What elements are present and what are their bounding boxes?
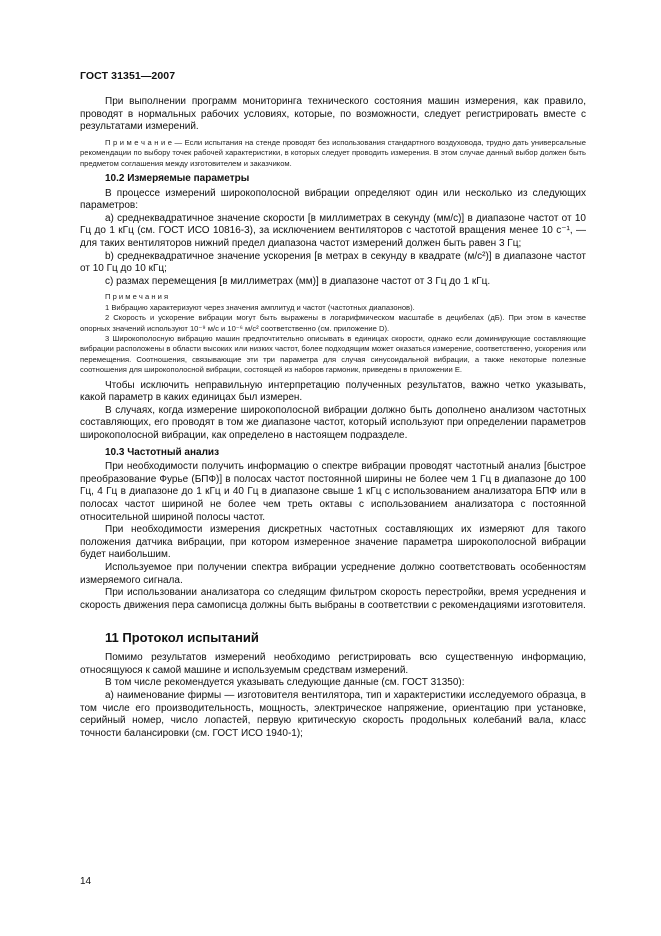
document-body [80,96,586,740]
paragraph: Используемое при получении спектра вибрации усреднение должно соответствовать особенностям измеряемого сигнала. [80,561,586,586]
section-heading-10-3: 10.3 Частотный анализ [105,446,220,458]
paragraph: При необходимости измерения дискретных частотных составляющих их измеряют для такого положения датчика вибрации, при котором измеренное значение параметра широкополосной вибрации будет наибольшим. [80,524,586,561]
paragraph: В процессе измерений широкополосной вибрации определяют один или несколько из следующих параметров: [80,187,586,212]
list-item-c: c) размах перемещения [в миллиметрах (мм)] в диапазоне частот от 3 Гц до 1 кГц. [105,275,491,287]
paragraph: В том числе рекомендуется указывать следующие данные (см. ГОСТ 31350): [105,677,465,689]
note-3: 3 Широкополосную вибрацию машин предпочтительно описывать в единицах скорости, однако если доминирующие составляющие вибрации расположены в области высоких или низких частот, более подходящим может оказаться измерение, соответственно, ускорения или перемещения. Соотношения, связывающие эти три параметра для случая синусоидальной вибрации, а также некоторые полезные соотношения для широкополосной вибрации, состоящей из наборов гармоник, приведены в приложении Е. [80,333,586,375]
note-1: 1 Вибрацию характеризуют через значения амплитуд и частот (частотных диапазонов). [105,302,415,312]
paragraph: При использовании анализатора со следящим фильтром скорость перестройки, время усреднения и скорость движения пера самописца должны быть выбраны в соответствии с рекомендациями изготовителя. [80,587,586,611]
section-heading-11: 11 Протокол испытаний [105,630,259,646]
notes-title: П р и м е ч а н и я [105,292,169,302]
paragraph: Чтобы исключить неправильную интерпретацию полученных результатов, важно четко указывать, какой параметр в каких единицах был измерен. [80,379,586,404]
paragraph: При необходимости получить информацию о спектре вибрации проводят частотный анализ [быстрое преобразование Фурье (БПФ)] в полосах частот постоянной ширины не более чем 1 Гц в диапазоне до 100 Гц, 4 Гц в диапазоне до 1 кГц и 40 Гц в диапазоне свыше 1 кГц с использованием анализатора БПФ или в полосах частот шириной не более чем треть октавы с использованием анализатора с постоянной относительной шириной полосы частот. [80,461,586,523]
list-item-b: b) среднеквадратичное значение ускорения [в метрах в секунду в квадрате (м/с²)] в диапазоне частот от 10 Гц до 10 кГц; [80,250,586,275]
list-item-a: a) среднеквадратичное значение скорости [в миллиметрах в секунду (мм/с)] в диапазоне частот от 10 Гц до 1 кГц (см. ГОСТ ИСО 10816-3), за исключением вентиляторов с частотой вращения менее 10 с⁻¹, — для таких вентиляторов нижний предел диапазона частот измерений должен быть равен 3 Гц; [80,212,586,249]
document-header: ГОСТ 31351—2007 [80,70,176,82]
page-number: 14 [80,876,92,887]
note: П р и м е ч а н и е — Если испытания на стенде проводят без использования стандартного воздуховода, трудно дать универсальные рекомендации по выбору точек рабочей характеристики, в которых следует проводить измерения. В этом случае данный выбор должен быть предметом соглашения между изготовителем и заказчиком. [80,137,586,168]
paragraph: Помимо результатов измерений необходимо регистрировать всю существенную информацию, относящуюся к самой машине и используемым средствам измерений. [80,652,586,676]
paragraph: При выполнении программ мониторинга технического состояния машин измерения, как правило, проводят в нормальных рабочих условиях, которые, по возможности, следует регистрировать вместе с результатами измерений. [80,96,586,133]
note-2: 2 Скорость и ускорение вибрации могут быть выражены в логарифмическом масштабе в децибелах (дБ). При этом в качестве опорных значений используют 10⁻⁹ м/с и 10⁻⁶ м/с² соответственно (см. приложение D). [80,313,586,333]
paragraph: В случаях, когда измерение широкополосной вибрации должно быть дополнено анализом частотных составляющих, его проводят в том же диапазоне частот, который используют при определении параметров широкополосной вибрации, как определено в настоящем подразделе. [80,404,586,441]
list-item-a: а) наименование фирмы — изготовителя вентилятора, тип и характеристики исследуемого образца, в том числе его производительность, мощность, электрическое напряжение, ориентацию при установке, серийный номер, число лопастей, первую критическую скорость продольных колебаний вала, класс точности балансировки (см. ГОСТ ИСО 1940-1); [80,690,586,739]
section-heading-10-2: 10.2 Измеряемые параметры [105,173,250,184]
